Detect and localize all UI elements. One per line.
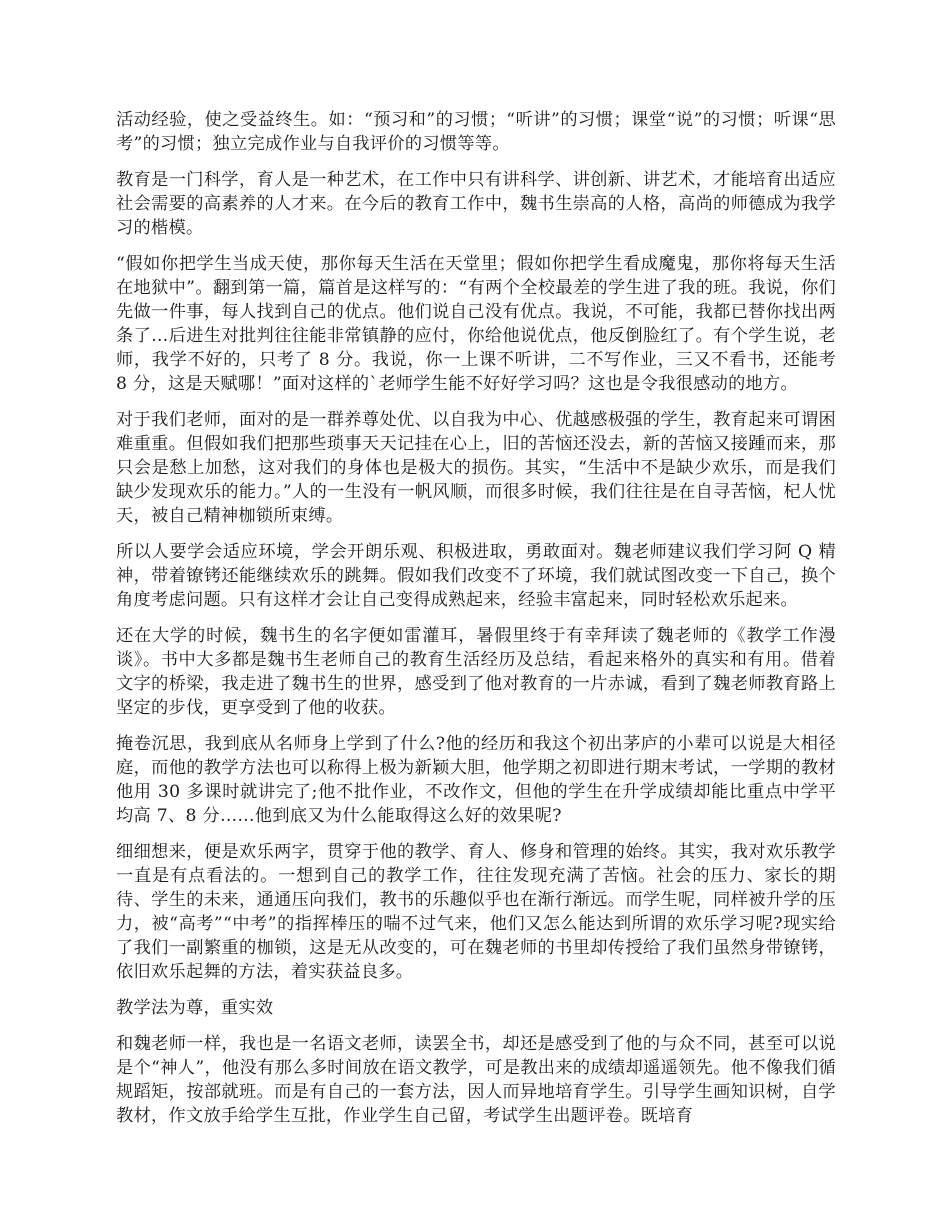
paragraph-reflection: 掩卷沉思，我到底从名师身上学到了什么?他的经历和我这个初出茅庐的小辈可以说是大相径庭，而他的教学方法也可以称得上极为新颖大胆，他学期之初即进行期末考试，一学期的教材他用 30 多课时就讲完了;他不批作业，不改作文，但他的学生在升学成绩却能比重点中学平均高 7、8 分……他到底又为什么能取得这么好的效果呢? — [116, 734, 836, 826]
paragraph-university-reading: 还在大学的时候，魏书生的名字便如雷灌耳，暑假里终于有幸拜读了魏老师的《教学工作漫谈》。书中大多都是魏书生老师自己的教育生活经历及总结，看起来格外的真实和有用。借着文字的桥梁，我走进了魏书生的世界，感受到了他对教育的一片赤诚，看到了魏老师教育路上坚定的步伐，更享受到了他的收获。 — [116, 626, 836, 718]
paragraph-teacher-burden: 对于我们老师，面对的是一群养尊处优、以自我为中心、优越感极强的学生，教育起来可谓困难重重。但假如我们把那些琐事天天记挂在心上，旧的苦恼还没去，新的苦恼又接踵而来，那只会是愁上加愁，这对我们的身体也是极大的损伤。其实，“生活中不是缺少欢乐，而是我们缺少发现欢乐的能力。”人的一生没有一帆风顺，而很多时候，我们往往是在自寻苦恼，杞人忧天，被自己精神枷锁所束缚。 — [116, 410, 836, 526]
paragraph-chinese-teacher: 和魏老师一样，我也是一名语文老师，读罢全书，却还是感受到了他的与众不同，甚至可以说是个“神人”，他没有那么多时间放在语文教学，可是教出来的成绩却遥遥领先。他不像我们循规蹈矩，按部就班。而是有自己的一套方法，因人而异地培育学生。引导学生画知识树，自学教材，作文放手给学生互批，作业学生自己留，考试学生出题评卷。既培育 — [116, 1034, 836, 1126]
section-heading: 教学法为尊，重实效 — [116, 998, 274, 1018]
paragraph-angel-quote: “假如你把学生当成天使，那你每天生活在天堂里；假如你把学生看成魔鬼，那你将每天生活在地狱中”。翻到第一篇，篇首是这样写的：“有两个全校最差的学生进了我的班。我说，你们先做一件事，每人找到自己的优点。他们说自己没有优点。我说，不可能，我都已替你找出两条了…后进生对批判往往能非常镇静的应付，你给他说优点，他反倒脸红了。有个学生说，老师，我学不好的，只考了 8 分。我说，你一上课不听讲，二不写作业，三又不看书，还能考 8 分，这是天赋哪！”面对这样的`老师学生能不好好学习吗？这也是令我很感动的地方。 — [116, 254, 836, 394]
document-page — [116, 108, 836, 1140]
paragraph-education-science: 教育是一门科学，育人是一种艺术，在工作中只有讲科学、讲创新、讲艺术，才能培育出适应社会需要的高素养的人才来。在今后的教育工作中，魏书生崇高的人格，高尚的师德成为我学习的楷模。 — [116, 170, 836, 238]
paragraph-habits: 活动经验，使之受益终生。如：“预习和”的习惯；“听讲”的习惯；课堂“说”的习惯；听课“思考”的习惯；独立完成作业与自我评价的习惯等等。 — [116, 110, 836, 154]
paragraph-joyful-teaching: 细细想来，便是欢乐两字，贯穿于他的教学、育人、修身和管理的始终。其实，我对欢乐教学一直是有点看法的。一想到自己的教学工作，往往发现充满了苦恼。社会的压力、家长的期待、学生的未来，通通压向我们，教书的乐趣似乎也在渐行渐远。而学生呢，同样被升学的压力，被“高考”“中考”的指挥棒压的喘不过气来，他们又怎么能达到所谓的欢乐学习呢?现实给了我们一副繁重的枷锁，这是无从改变的，可在魏老师的书里却传授给了我们虽然身带镣铐，依旧欢乐起舞的方法，着实获益良多。 — [116, 842, 836, 982]
paragraph-adapt-environment: 所以人要学会适应环境，学会开朗乐观、积极进取，勇敢面对。魏老师建议我们学习阿 Q 精神，带着镣铐还能继续欢乐的跳舞。假如我们改变不了环境，我们就试图改变一下自己，换个角度考虑问题。只有这样才会让自己变得成熟起来，经验丰富起来，同时轻松欢乐起来。 — [116, 542, 836, 610]
